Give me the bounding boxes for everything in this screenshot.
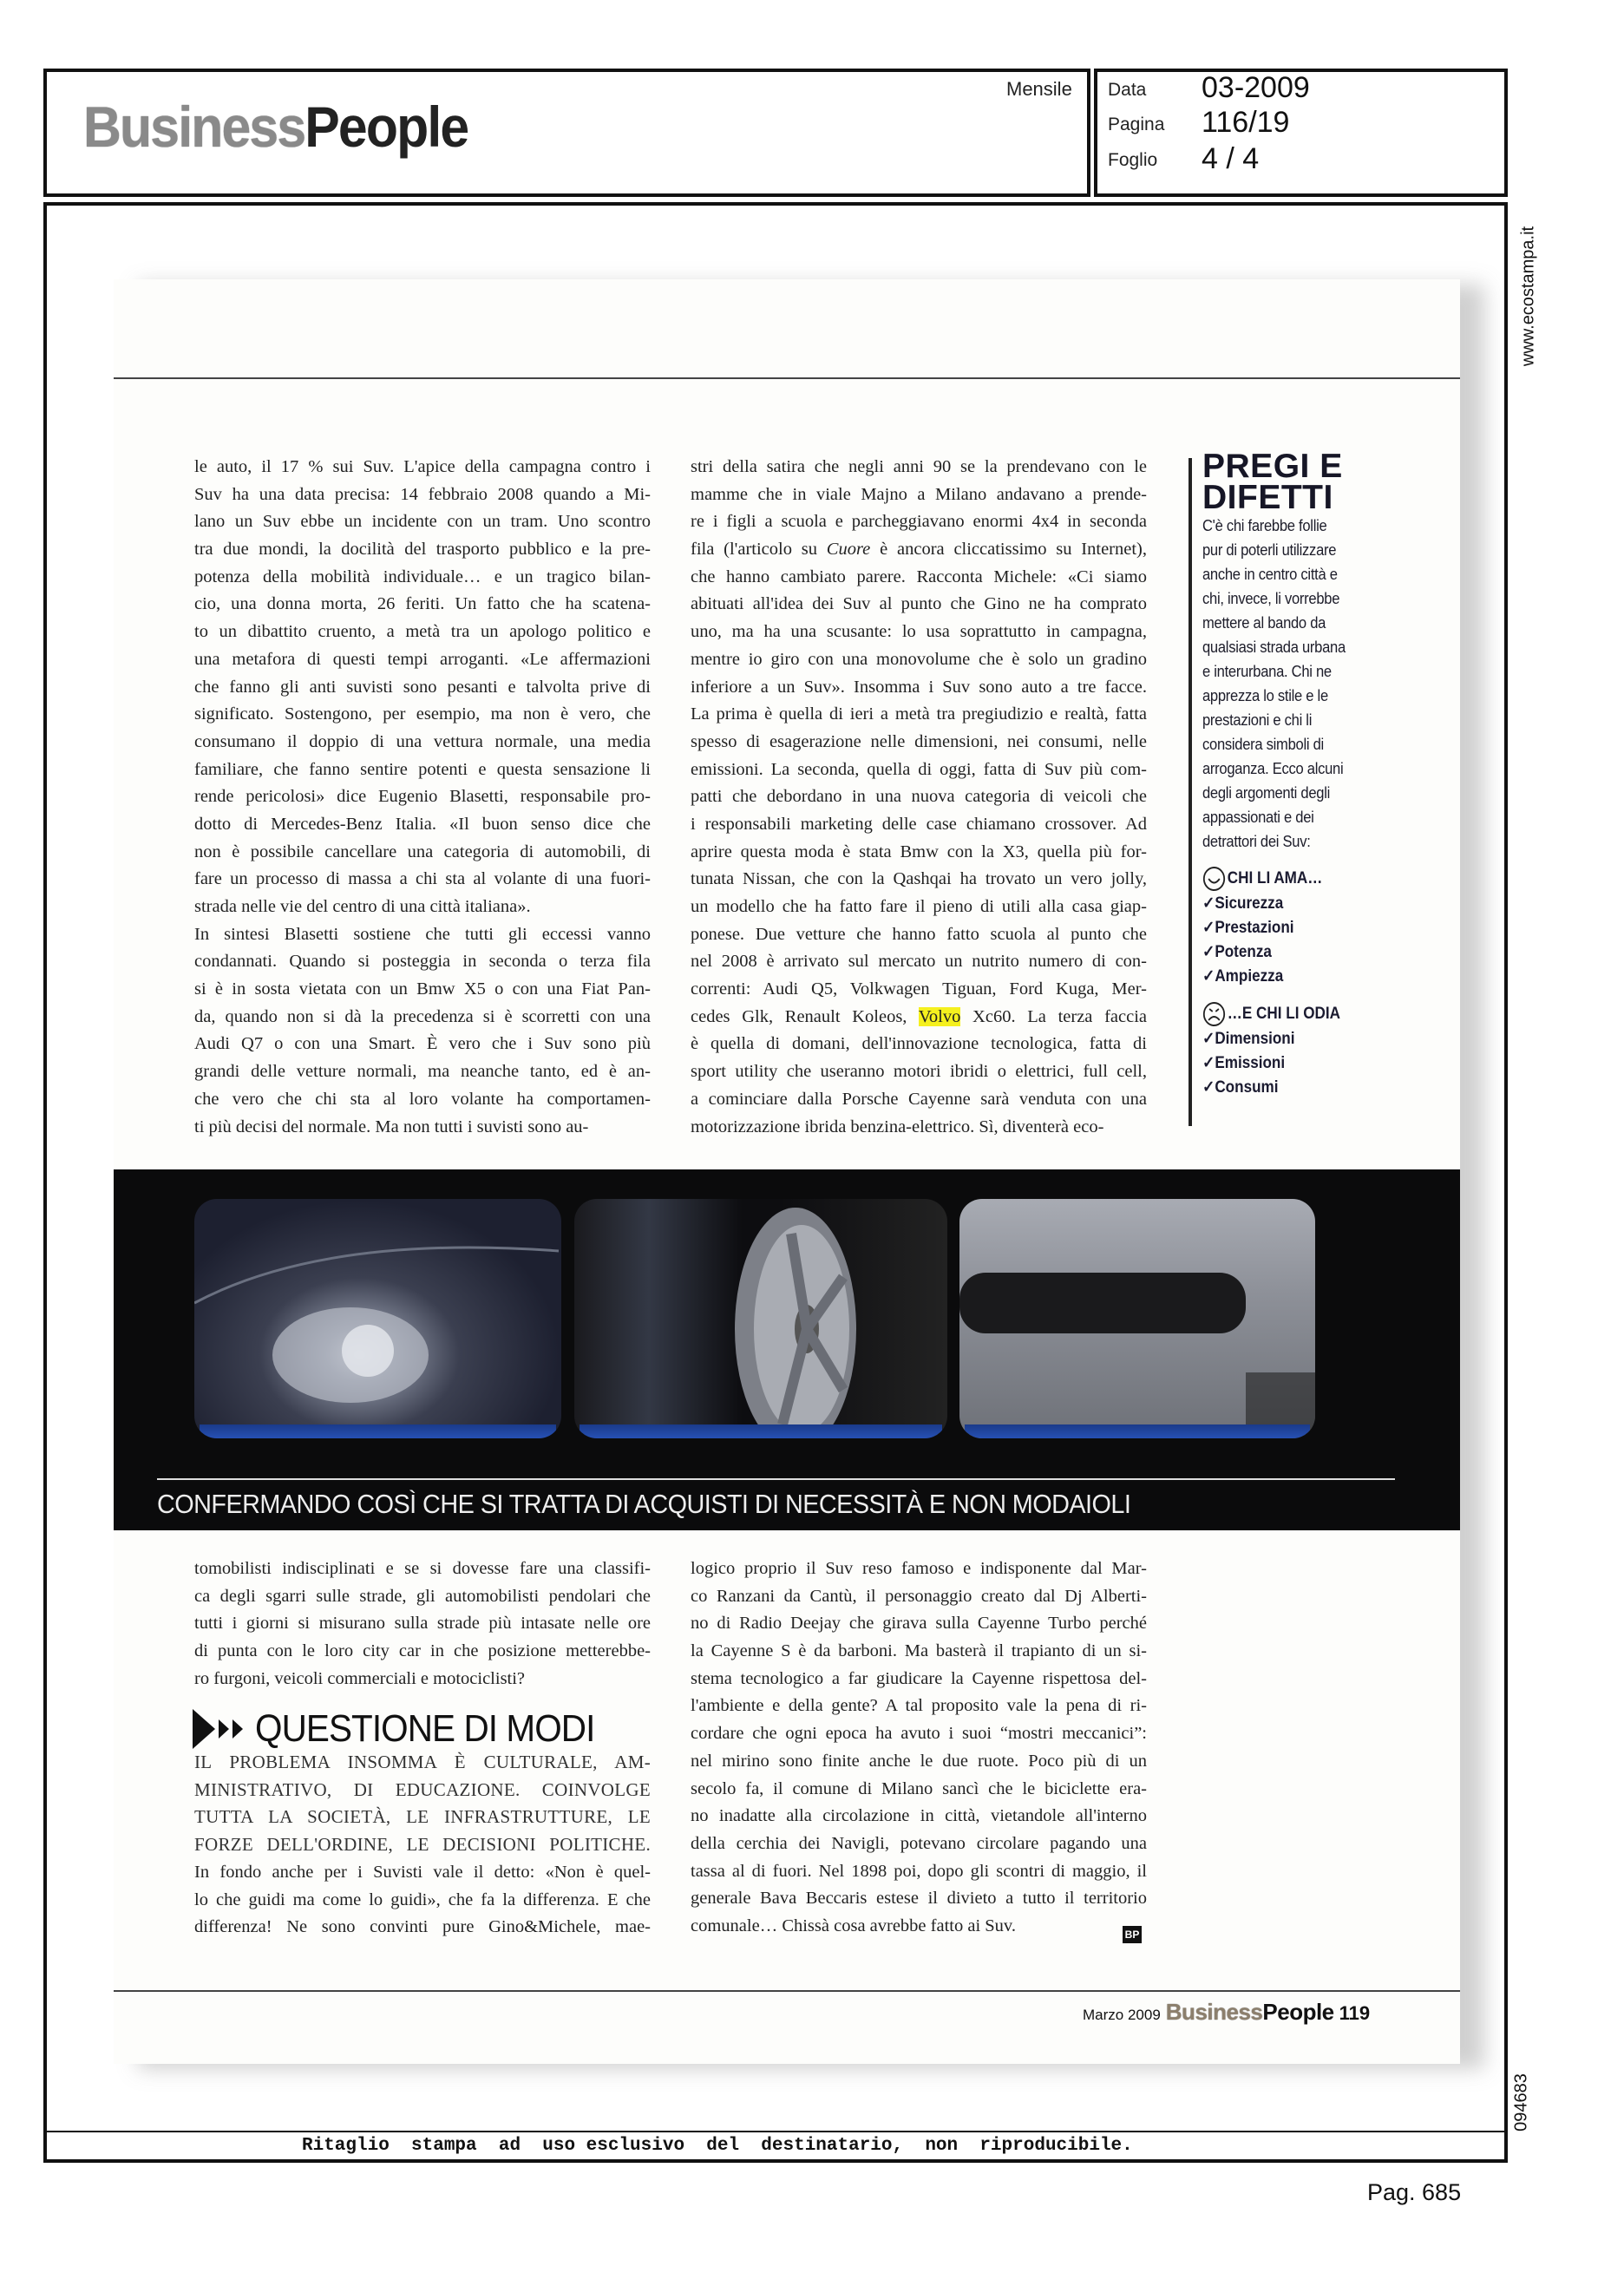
text-line: aprire questa moda è stata Bmw con la X3, quella più for-: [691, 842, 1147, 861]
column-1-bottom: [194, 1555, 651, 1693]
column-2-bottom: [691, 1555, 1147, 1941]
text-line: tomobilisti indisciplinati e se si dovesse fare una classifi-: [194, 1559, 651, 1578]
text-line: di punta con le loro city car in che posizione metterebbe-: [194, 1641, 651, 1661]
text-line: secolo fa, il comune di Milano sancì che le biciclette era-: [691, 1778, 1147, 1798]
meta-label-foglio: Foglio: [1108, 150, 1158, 170]
sidebar-line: pur di poterli utilizzare: [1202, 541, 1337, 559]
sidebar-line: ✓Potenza: [1202, 943, 1272, 961]
sidebar-line: detrattori dei Suv:: [1202, 833, 1311, 850]
sidebar-line: prestazioni e chi li: [1202, 711, 1313, 729]
text-line: cio, una donna morta, 26 feriti. Un fatto che ha scatena-: [194, 594, 651, 614]
text-line: che vero che chi sta al loro volante ha comportamen-: [194, 1089, 651, 1109]
text-line: ti più decisi del normale. Ma non tutti i suvisti sono au-: [194, 1117, 589, 1136]
section-lead: [194, 1749, 651, 1859]
text-segment: è ancora cliccatissimo su Internet),: [870, 540, 1147, 560]
text-line: co Ranzani da Cantù, il personaggio creato dal Dj Alberti-: [691, 1586, 1147, 1606]
meta-label-data: Data: [1108, 80, 1147, 100]
cons-heading: [1202, 1001, 1370, 1027]
text-line: i responsabili marketing delle case chiamano crossover. Ad: [691, 814, 1147, 834]
text-line: dotto di Mercedes-Benz Italia. «Il buon senso dice che: [194, 814, 651, 834]
text-line: no di Radio Deejay che girava sulla Cayenne Turbo perché: [691, 1614, 1147, 1634]
text-line: ponese. Due vetture che hanno fatto scuola al punto che: [691, 924, 1147, 944]
section-heading: [193, 1707, 624, 1751]
text-line: MINISTRATIVO, DI EDUCAZIONE. COINVOLGE: [194, 1778, 651, 1800]
column-2-top: [691, 454, 1147, 1141]
bottom-rule: [114, 1990, 1460, 1992]
sidebar-line: appassionati e dei: [1202, 809, 1314, 826]
sidebar-line: qualsiasi strada urbana: [1202, 639, 1346, 656]
section-heading-text: QUESTIONE DI MODI: [255, 1707, 595, 1750]
meta-value-foglio: 4 / 4: [1202, 142, 1260, 175]
text-line: a cominciare dalla Porsche Cayenne sarà venduta con una: [691, 1089, 1147, 1109]
text-line: si è in sosta vietata con un Bmw X5 o con una Fiat Pan-: [194, 979, 651, 999]
photo-caption: CONFERMANDO COSÌ CHE SI TRATTA DI ACQUISTI DI NECESSITÀ E NON MODAIOLI: [157, 1489, 1131, 1519]
smiley-icon: [1202, 866, 1226, 892]
sidebar-line: anche in centro città e: [1202, 566, 1338, 583]
text-segment: fila (l'articolo su: [691, 540, 827, 560]
text-line: che fanno gli anti suvisti sono pesanti e talvolta prive di: [194, 677, 651, 697]
text-line: non è possibile cancellare una categoria di automobili, di: [194, 842, 651, 861]
text-line: patti che debordano in una nuova categoria di veicoli che: [691, 787, 1147, 807]
sidebar-line: ✓Emissioni: [1202, 1054, 1286, 1072]
text-line: sport utility che useranno motori ibridi o elettrici, full cell,: [691, 1062, 1147, 1082]
frequency-label: Mensile: [1006, 78, 1072, 100]
sidebar-line: C'è chi farebbe follie: [1202, 517, 1327, 534]
text-line: grandi delle vetture normali, ma neanche tanto, ed è an-: [194, 1062, 651, 1082]
sidebar-line: mettere al bando da: [1202, 614, 1326, 632]
cons-heading-text: …E CHI LI ODIA: [1227, 1005, 1340, 1023]
text-line: lano un Suv ebbe un incidente con un tram. Uno scontro: [194, 512, 651, 532]
text-line: to un dibattito cruento, a metà tra un apologo politico e: [194, 622, 651, 642]
text-line: un modello che ha fatto fare il pieno di utili alla casa giap-: [691, 897, 1147, 916]
disclaimer: Ritaglio stampa ad uso esclusivo del destinatario, non riproducibile.: [302, 2136, 1133, 2156]
website-label: www.ecostampa.it: [1518, 226, 1538, 367]
code-label: 094683: [1511, 2073, 1531, 2132]
text-line: correnti: Audi Q5, Volkwagen Tiguan, Ford Kuga, Mer-: [691, 979, 1147, 999]
footer-logo: BusinessPeople: [1165, 1999, 1334, 2025]
sidebar-title-2: DIFETTI: [1202, 479, 1333, 516]
text-line: FORZE DELL'ORDINE, LE DECISIONI POLITICHE.: [194, 1834, 651, 1856]
text-line: motorizzazione ibrida benzina-elettrico. Sì, diventerà eco-: [691, 1117, 1104, 1136]
text-segment: cedes Glk, Renault Koleos,: [691, 1006, 919, 1026]
text-line: strada nelle vie del centro di una città italiana».: [194, 897, 531, 916]
pros-heading-text: CHI LI AMA…: [1227, 869, 1323, 887]
text-line: della cerchia dei Navigli, potevano circolare pagando una: [691, 1833, 1147, 1853]
text-line: consumano il doppio di una vettura normale, una media: [194, 731, 651, 751]
text-line: cordare che ogni epoca ha avuto i suoi “mostri meccanici”:: [691, 1724, 1147, 1744]
caption-rule: [157, 1478, 1395, 1480]
text-line: abituati all'idea dei Suv al punto che Gino ne ha comprato: [691, 594, 1147, 614]
text-line: tunata Nissan, che con la Qashqai ha trovato un vero jolly,: [691, 869, 1147, 889]
photo-band: [114, 1169, 1460, 1530]
sidebar-pregi-difetti: [1189, 448, 1388, 1126]
text-line: IL PROBLEMA INSOMMA È CULTURALE, AM-: [194, 1752, 651, 1772]
page-counter: Pag. 685: [1367, 2179, 1462, 2205]
text-line: tassa al di fuori. Nel 1898 poi, dopo gli scontri di maggio, il: [691, 1861, 1147, 1881]
text-line: nel 2008 è arrivato sul mercato un nutrito numero di con-: [691, 952, 1147, 972]
top-rule: [114, 377, 1460, 379]
footer-date: Marzo 2009: [1083, 2007, 1161, 2023]
disclaimer-rule: [43, 2131, 1508, 2132]
end-mark-icon: BP: [1123, 1926, 1142, 1943]
text-line: differenza! Ne sono convinti pure Gino&Michele, mae-: [194, 1917, 651, 1937]
meta-value-data: 03-2009: [1202, 71, 1310, 104]
text-line: la Cayenne S è da barboni. Ma basterà il trapianto di un si-: [691, 1641, 1147, 1661]
sidebar-title-1: PREGI E: [1202, 448, 1343, 485]
sidebar-line: chi, invece, li vorrebbe: [1202, 590, 1340, 607]
triple-arrow-icon: [193, 1709, 250, 1749]
text-line: familiare, che fanno sentire potenti e questa sensazione li: [194, 759, 651, 779]
text-line: le auto, il 17 % sui Suv. L'apice della campagna contro i: [194, 457, 651, 476]
sidebar-line: e interurbana. Chi ne: [1202, 663, 1332, 680]
sidebar-line: ✓Consumi: [1202, 1078, 1279, 1097]
text-line: TUTTA LA SOCIETÀ, LE INFRASTRUTTURE, LE: [194, 1806, 651, 1828]
pros-heading: [1202, 866, 1370, 892]
text-line: l'ambiente e della gente? A tal proposito vale la pena di ri-: [691, 1696, 1147, 1716]
publication-logo: [83, 94, 468, 160]
sidebar-line: arroganza. Ecco alcuni: [1202, 760, 1344, 777]
text-line: La prima è quella di ieri a metà tra pregiudizio e realtà, fatta: [691, 704, 1147, 724]
sidebar-line: ✓Sicurezza: [1202, 894, 1284, 913]
text-line: generale Bava Beccaris estese il divieto a tutto il territorio: [691, 1889, 1147, 1909]
sidebar-line: considera simboli di: [1202, 736, 1324, 753]
text-line: Suv ha una data precisa: 14 febbraio 2008 quando a Mi-: [194, 484, 651, 504]
text-line: tra due mondi, la docilità del trasporto pubblico e la pre-: [194, 540, 651, 560]
text-line: potenza della mobilità individuale… e un tragico bilan-: [194, 566, 651, 586]
logo-business: Business: [83, 95, 305, 159]
sidebar-line: ✓Ampiezza: [1202, 967, 1284, 986]
text-line: ca degli sgarri sulle strade, gli automobilisti pendolari che: [194, 1586, 651, 1606]
text-line: ro furgoni, veicoli commerciali e motociclisti?: [194, 1668, 526, 1688]
sidebar-intro: [1202, 514, 1388, 854]
side-panel-illustration: [959, 1199, 1315, 1438]
photo-headlight: [194, 1199, 561, 1438]
text-line: lo che guidi ma come lo guidi», che fa la differenza. E che: [194, 1889, 651, 1909]
text-line: [691, 536, 1147, 564]
text-line: In fondo anche per i Suvisti vale il detto: «Non è quel-: [194, 1863, 651, 1882]
text-line: re i figli a scuola e parcheggiavano enormi 4x4 in seconda: [691, 512, 1147, 532]
text-line: nel mirino sono finite anche le due ruote. Poco più di un: [691, 1751, 1147, 1771]
column-1-top: [194, 454, 651, 1141]
text-line: [691, 1004, 1147, 1031]
text-line: rende pericolosi» dice Eugenio Blasetti, responsabile pro-: [194, 787, 651, 807]
text-line: che hanno cambiato parere. Racconta Michele: «Ci siamo: [691, 566, 1147, 586]
meta-label-pagina: Pagina: [1108, 115, 1165, 134]
text-line: no inadatte alla circolazione in città, vietandole all'interno: [691, 1806, 1147, 1826]
highlighted-word: Volvo: [918, 1006, 961, 1026]
sidebar-line: degli argomenti degli: [1202, 784, 1331, 802]
photo-side: [959, 1199, 1315, 1438]
sidebar-line: apprezza lo stile e le: [1202, 687, 1328, 704]
text-line: stema tecnologico a far giudicare la Cayenne rispettosa del-: [691, 1668, 1147, 1688]
text-line: stri della satira che negli anni 90 se la prendevano con le: [691, 457, 1147, 476]
text-line: comunale… Chissà cosa avrebbe fatto ai Suv.: [691, 1916, 1016, 1935]
text-line: uno, ma ha una scusante: lo usa soprattutto in campagna,: [691, 622, 1147, 642]
logo-people: People: [304, 95, 468, 159]
text-line: Audi Q7 o con una Smart. È vero che i Suv sono più: [194, 1034, 651, 1054]
text-line: mamme che in viale Majno a Milano andavano a prende-: [691, 484, 1147, 504]
column-1-after: [194, 1859, 651, 1942]
cons-list: [1202, 1027, 1388, 1100]
text-segment: Xc60. La terza faccia: [960, 1006, 1147, 1026]
wheel-illustration: [574, 1199, 947, 1438]
text-line: mentre io giro con una monovolume che è solo un gradino: [691, 649, 1147, 669]
text-line: significato. Sostengono, per esempio, ma non è vero, che: [194, 704, 651, 724]
text-line: una metafora di questi tempi arroganti. «Le affermazioni: [194, 649, 651, 669]
headlight-illustration: [194, 1199, 561, 1438]
text-line: In sintesi Blasetti sostiene che tutti gli eccessi vanno: [194, 924, 651, 944]
text-line: condannati. Quando si posteggia in seconda o terza fila: [194, 952, 651, 972]
sidebar-line: ✓Dimensioni: [1202, 1030, 1295, 1048]
footer-page-number: 119: [1339, 2002, 1371, 2024]
meta-value-pagina: 116/19: [1202, 106, 1290, 139]
angry-face-icon: [1202, 1001, 1226, 1027]
italic-title: Cuore: [826, 540, 871, 560]
text-line: spesso di esagerazione nelle dimensioni, nei consumi, nelle: [691, 731, 1147, 751]
pros-list: [1202, 892, 1388, 989]
text-line: inferiore a un Suv». Insomma i Suv sono auto a tre facce.: [691, 677, 1147, 697]
text-line: è quella di domani, dell'innovazione tecnologica, fatta di: [691, 1034, 1147, 1054]
photo-wheel: [574, 1199, 947, 1438]
text-line: da, quando non si dà la precedenza si è scorretti con una: [194, 1006, 651, 1026]
sidebar-line: ✓Prestazioni: [1202, 919, 1294, 937]
text-line: tutti i giorni si misurano sulla strade più intasate nelle ore: [194, 1614, 651, 1634]
text-line: fare un processo di massa a chi sta al volante di una fuori-: [194, 869, 651, 889]
page-footer: [1083, 1999, 1370, 2026]
text-line: emissioni. La seconda, quella di oggi, fatta di Suv più com-: [691, 759, 1147, 779]
text-line: logico proprio il Suv reso famoso e indisponente dal Mar-: [691, 1559, 1147, 1578]
